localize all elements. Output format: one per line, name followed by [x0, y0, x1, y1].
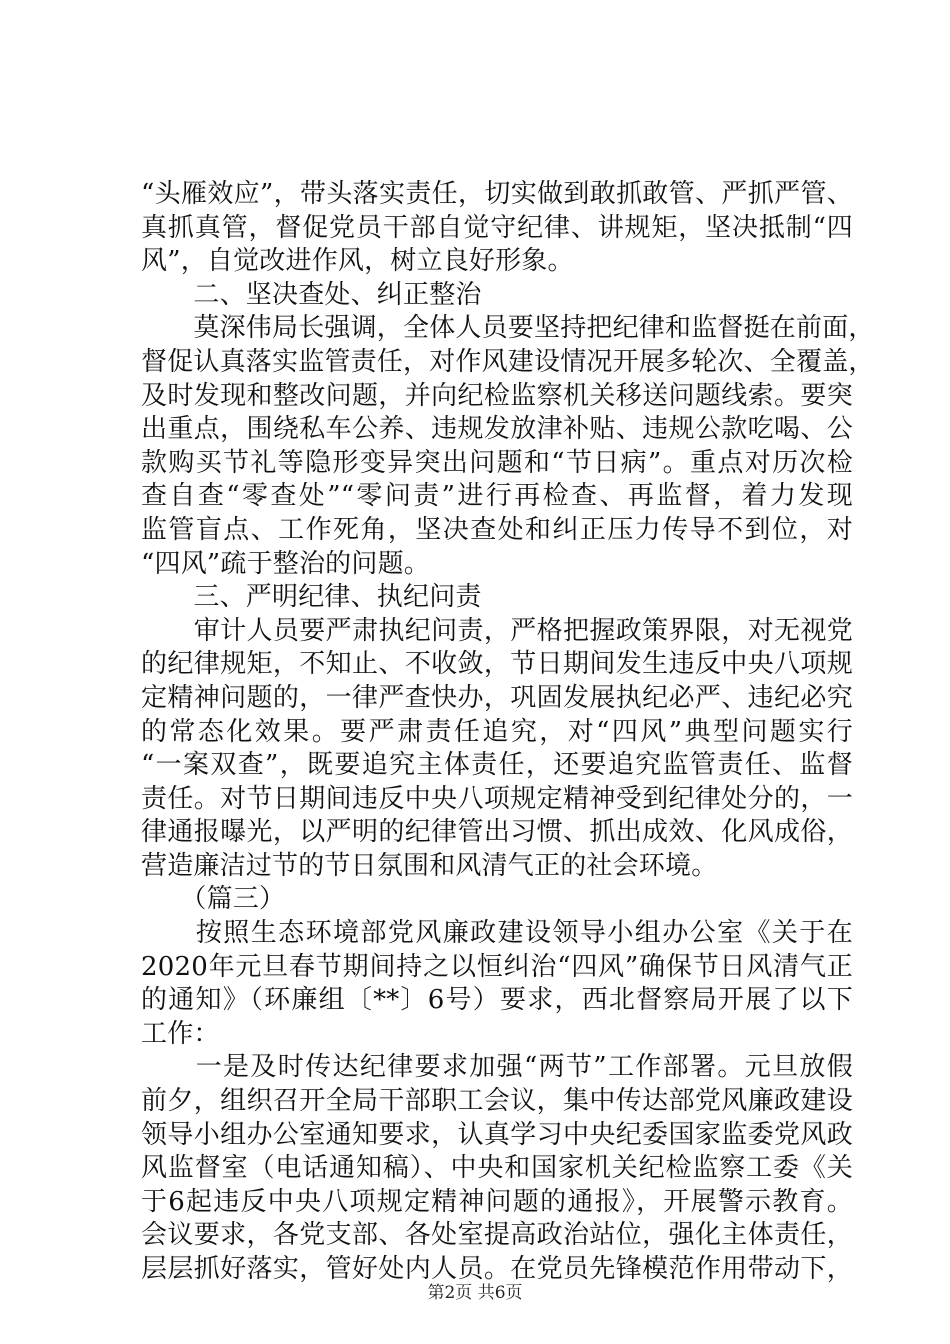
- text-line: 律通报曝光，以严明的纪律管出习惯、抓出成效、化风成俗，: [141, 817, 853, 848]
- text-line: 风监督室（电话通知稿）、中央和国家机关纪检监察工委《关: [141, 1153, 853, 1184]
- text-line: 的常态化效果。要严肃责任追究，对“四风”典型问题实行: [141, 716, 853, 747]
- text-line: 及时发现和整改问题，并向纪检监察机关移送问题线索。要突: [141, 380, 853, 411]
- text-line: 层层抓好落实，管好处内人员。在党员先锋模范作用带动下，: [141, 1254, 853, 1284]
- text-line: 的纪律规矩，不知止、不收敛，节日期间发生违反中央八项规: [141, 649, 853, 680]
- text-line: 莫深伟局长强调，全体人员要坚持把纪律和监督挺在前面，: [141, 313, 875, 344]
- text-line: 2020年元旦春节期间持之以恒纠治“四风”确保节日风清气正: [141, 951, 853, 982]
- text-line: 领导小组办公室通知要求，认真学习中央纪委国家监委党风政: [141, 1119, 853, 1150]
- text-line: 的通知》（环廉组〔**〕6号）要求，西北督察局开展了以下: [141, 985, 853, 1016]
- text-line: 款购买节礼等隐形变异突出问题和“节日病”。重点对历次检: [141, 447, 853, 478]
- body-text: [141, 178, 875, 1287]
- text-line: 前夕，组织召开全局干部职工会议，集中传达部党风廉政建设: [141, 1086, 853, 1117]
- text-line: 一是及时传达纪律要求加强“两节”工作部署。元旦放假: [141, 1052, 853, 1083]
- text-line: 监管盲点、工作死角，坚决查处和纠正压力传导不到位，对: [141, 514, 853, 545]
- text-line: 风”，自觉改进作风，树立良好形象。: [141, 246, 574, 277]
- text-line: 会议要求，各党支部、各处室提高政治站位，强化主体责任，: [141, 1220, 853, 1251]
- text-line: 于6起违反中央八项规定精神问题的通报》，开展警示教育。: [141, 1186, 853, 1217]
- page-footer: 第2页 共6页: [427, 1283, 523, 1303]
- text-line: 营造廉洁过节的节日氛围和风清气正的社会环境。: [141, 850, 718, 881]
- text-line: 责任。对节日期间违反中央八项规定精神受到纪律处分的，一: [141, 783, 853, 814]
- text-line: 真抓真管，督促党员干部自觉守纪律、讲规矩，坚决抵制“四: [141, 212, 853, 243]
- text-line: “一案双查”，既要追究主体责任，还要追究监管责任、监督: [141, 750, 853, 781]
- text-line: 定精神问题的，一律严查快办，巩固发展执纪必严、违纪必究: [141, 682, 853, 713]
- text-line: “头雁效应”，带头落实责任，切实做到敢抓敢管、严抓严管、: [141, 179, 853, 209]
- section-heading: （篇三）: [141, 884, 286, 915]
- text-line: 督促认真落实监管责任，对作风建设情况开展多轮次、全覆盖，: [141, 346, 875, 377]
- text-line: 出重点，围绕私车公养、违规发放津补贴、违规公款吃喝、公: [141, 414, 853, 445]
- section-heading: 二、坚决查处、纠正整治: [141, 279, 482, 310]
- text-line: “四风”疏于整治的问题。: [141, 548, 430, 579]
- section-heading: 三、严明纪律、执纪问责: [141, 582, 482, 613]
- text-line: 按照生态环境部党风廉政建设领导小组办公室《关于在: [141, 918, 853, 949]
- text-line: 工作：: [141, 1018, 220, 1049]
- text-line: 查自查“零查处”“零问责”进行再检查、再监督，着力发现: [141, 481, 853, 512]
- text-line: 审计人员要严肃执纪问责，严格把握政策界限，对无视党: [141, 615, 853, 646]
